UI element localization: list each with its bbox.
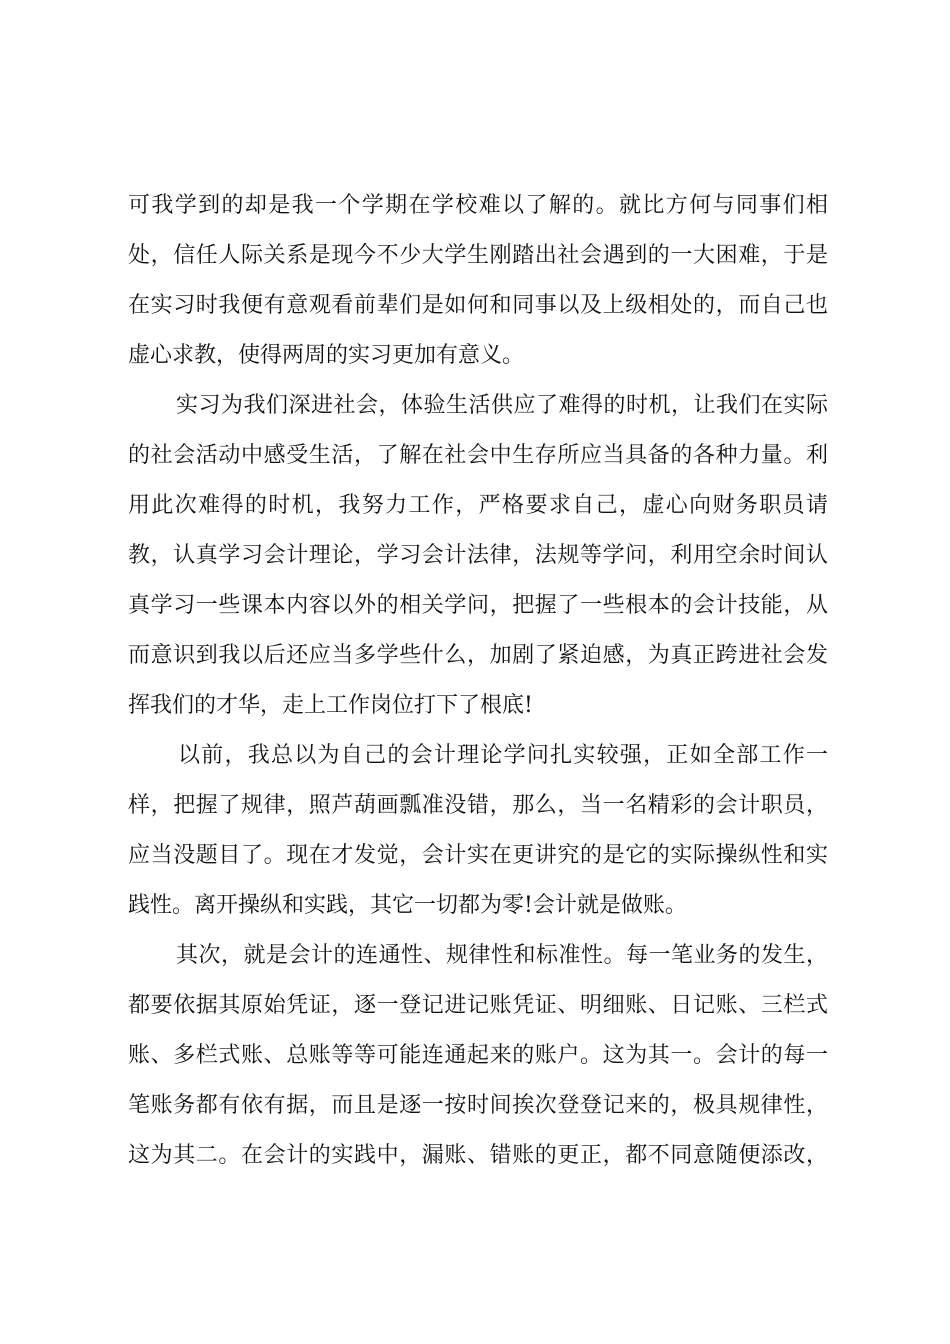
text-line: 这为其二。在会计的实践中，漏账、错账的更正，都不同意随便添改， [128, 1143, 828, 1168]
text-line: 真学习一些课本内容以外的相关学问，把握了一些根本的会计技能，从 [128, 593, 828, 618]
text-line: 用此次难得的时机，我努力工作，严格要求自己，虚心向财务职员请 [128, 493, 828, 518]
text-line: 其次，就是会计的连通性、规律性和标准性。每一笔业务的发生， [176, 943, 828, 968]
text-line: 可我学到的却是我一个学期在学校难以了解的。就比方何与同事们相 [128, 193, 828, 218]
text-line: 在实习时我便有意观看前辈们是如何和同事以及上级相处的，而自己也 [128, 293, 828, 318]
text-line: 笔账务都有依有据，而且是逐一按时间挨次登登记来的，极具规律性， [128, 1093, 828, 1118]
text-line: 都要依据其原始凭证，逐一登记进记账凭证、明细账、日记账、三栏式 [128, 993, 828, 1018]
text-line: 虚心求教，使得两周的实习更加有意义。 [128, 343, 525, 368]
text-line: 挥我们的才华，走上工作岗位打下了根底! [128, 693, 533, 718]
text-line: 的社会活动中感受生活，了解在社会中生存所应当具备的各种力量。利 [128, 443, 828, 468]
text-line: 实习为我们深进社会，体验生活供应了难得的时机，让我们在实际 [176, 393, 828, 418]
text-line: 以前，我总以为自己的会计理论学问扎实较强，正如全部工作一 [178, 743, 828, 768]
text-line: 处，信任人际关系是现今不少大学生刚踏出社会遇到的一大困难，于是 [128, 243, 828, 268]
text-line: 践性。离开操纵和实践，其它一切都为零!会计就是做账。 [128, 893, 687, 918]
text-line: 账、多栏式账、总账等等可能连通起来的账户。这为其一。会计的每一 [128, 1043, 828, 1068]
text-line: 应当没题目了。现在才发觉，会计实在更讲究的是它的实际操纵性和实 [128, 843, 828, 868]
text-line: 而意识到我以后还应当多学些什么，加剧了紧迫感，为真正跨进社会发 [128, 643, 828, 668]
text-line: 教，认真学习会计理论，学习会计法律，法规等学问，利用空余时间认 [128, 543, 828, 568]
text-line: 样，把握了规律，照芦葫画瓢准没错，那么，当一名精彩的会计职员， [128, 793, 828, 818]
